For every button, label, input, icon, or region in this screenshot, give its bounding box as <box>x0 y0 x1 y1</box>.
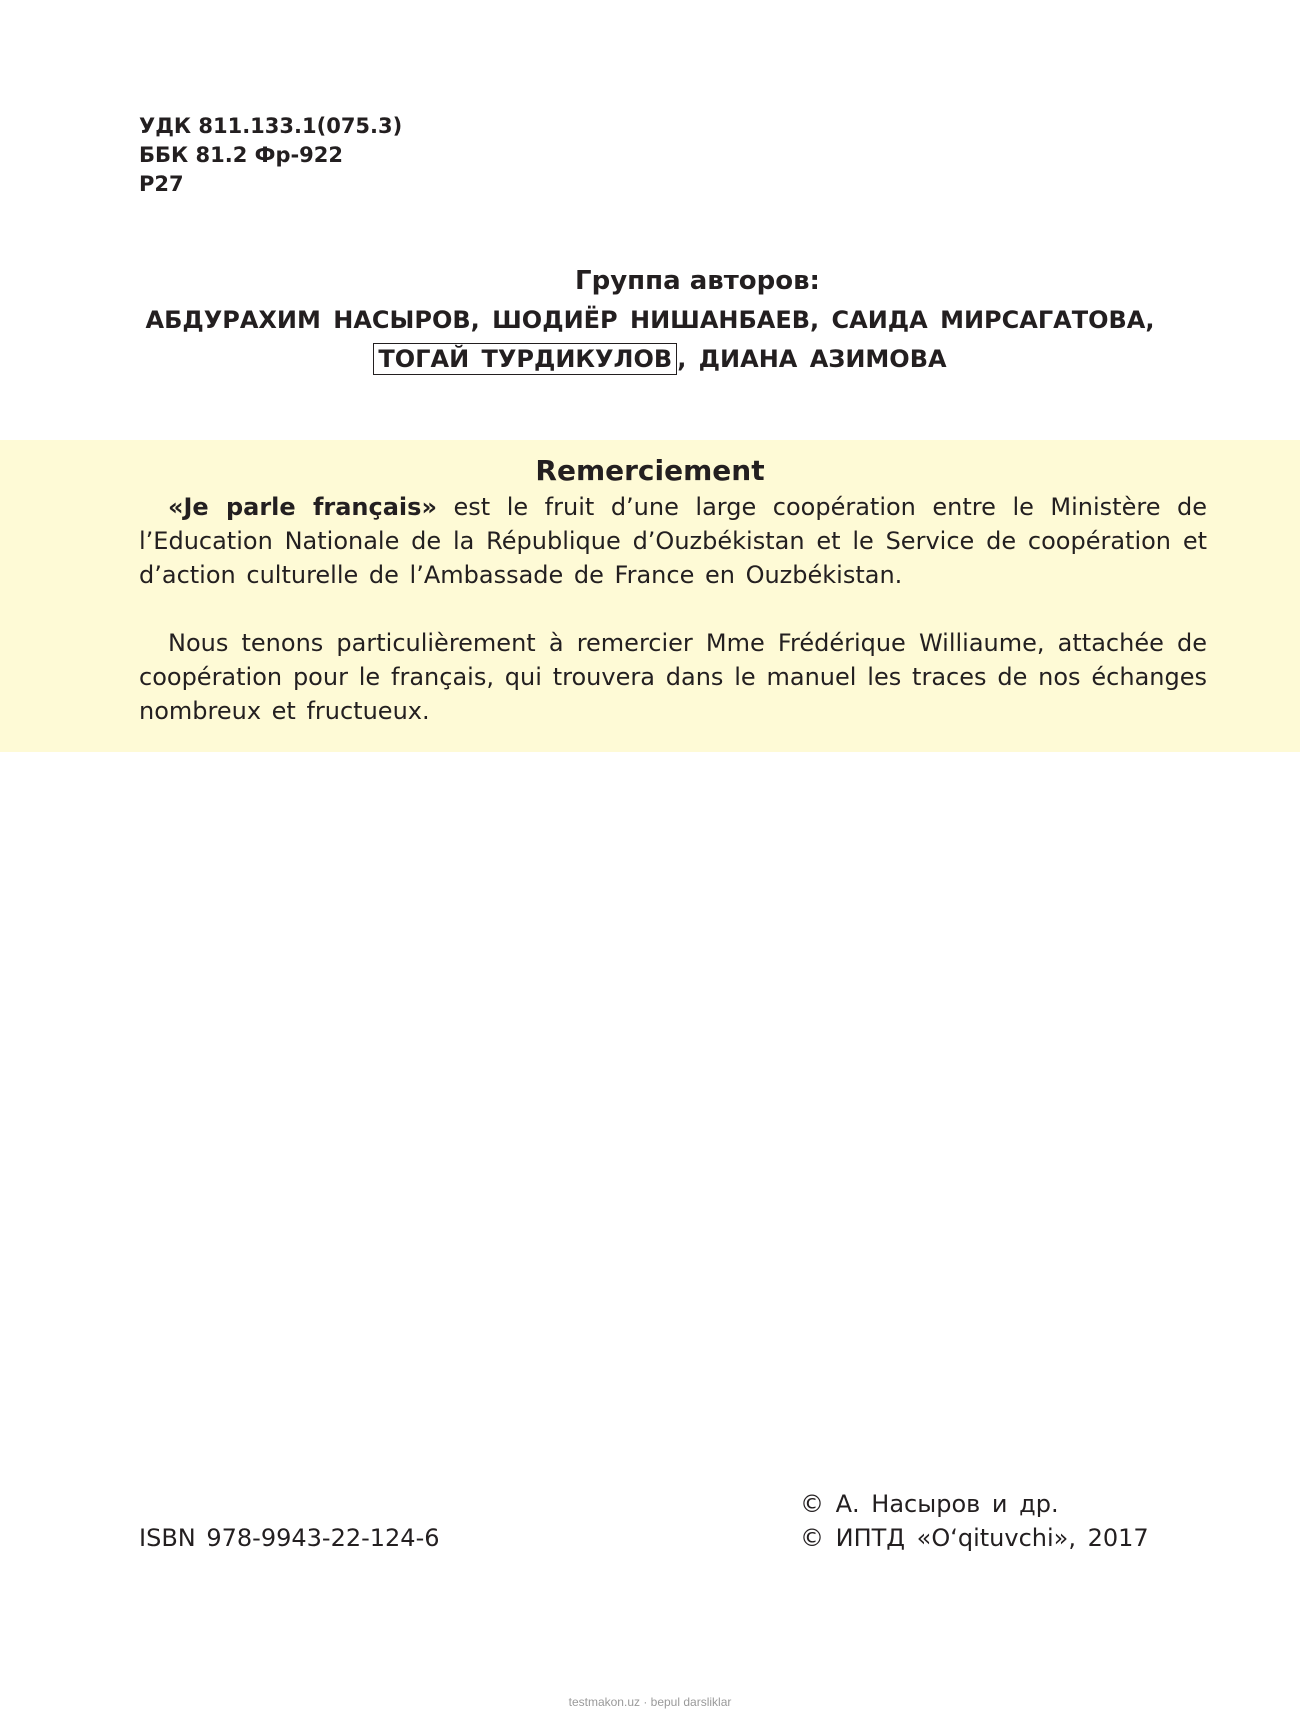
paragraph-1-text: est le fruit d’une large coopération entre le Ministère de l’Education Nationale de la République d’Ouzbékistan et le Service de coopération et d’action culturelle de l’Ambassade de France en Ouzbékistan. <box>139 493 1207 589</box>
author-mark: Р27 <box>139 172 184 196</box>
boxed-author-name: ТОГАЙ ТУРДИКУЛОВ <box>373 343 677 375</box>
remerciement-paragraph-1 <box>139 490 1207 592</box>
copyright-authors: © А. Насыров и др. <box>800 1490 1059 1518</box>
copyright-block <box>800 1487 1149 1555</box>
remerciement-paragraph-2: Nous tenons particulièrement à remercier Mme Frédérique Williaume, attachée de coopération pour le français, qui trouvera dans le manuel les traces de nos échanges nombreux et fructueux. <box>139 629 1207 725</box>
book-title-lead: «Je parle français» <box>168 493 437 521</box>
remerciement-title: Remerciement <box>535 454 765 487</box>
udk-code: УДК 811.133.1(075.3) <box>139 114 403 138</box>
authors-line-1: АБДУРАХИМ НАСЫРОВ, ШОДИЁР НИШАНБАЕВ, САИДА МИРСАГАТОВА, <box>145 306 1155 334</box>
authors-line-2-rest: , ДИАНА АЗИМОВА <box>677 345 947 373</box>
authors-block <box>0 264 1300 378</box>
authors-line-2 <box>20 340 1300 378</box>
authors-heading: Группа авторов: <box>575 266 820 296</box>
isbn-number: ISBN 978-9943-22-124-6 <box>139 1524 440 1552</box>
bbk-code: ББК 81.2 Фр-922 <box>139 143 344 167</box>
copyright-publisher: © ИПТД «O‘qituvchi», 2017 <box>800 1524 1149 1552</box>
footer-watermark: testmakon.uz · bepul darsliklar <box>568 1695 732 1709</box>
remerciement-body <box>139 490 1207 728</box>
classification-block <box>139 112 402 199</box>
